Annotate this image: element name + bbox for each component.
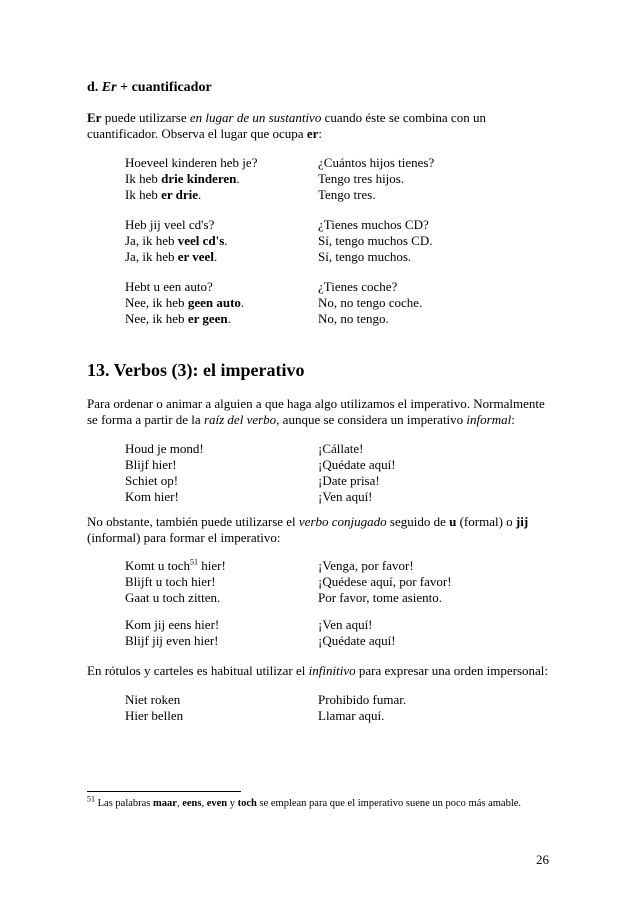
text-span: , <box>176 798 183 809</box>
bold-term: maar <box>153 798 177 809</box>
example-row <box>125 633 565 649</box>
footnote-ref[interactable]: 51 <box>190 557 198 567</box>
dutch-phrase <box>125 633 318 649</box>
text-span: Hier bellen <box>125 708 184 723</box>
dutch-phrase <box>125 441 318 457</box>
text-span: No obstante, también puede utilizarse el <box>87 514 299 529</box>
example-row <box>125 155 565 171</box>
italic-term: informal <box>466 412 512 427</box>
text-span: se emplean para que el imperativo suene un poco más amable. <box>256 798 522 809</box>
text-span: seguido de <box>386 514 450 529</box>
text-span: (formal) o <box>456 514 516 529</box>
text-span: . <box>224 233 228 248</box>
text-span: Kom hier! <box>125 489 179 504</box>
example-row <box>125 217 565 233</box>
page-number: 26 <box>536 852 549 867</box>
text-span: Komt u toch <box>125 558 190 573</box>
imperative-examples-2 <box>125 558 565 606</box>
text-span: . <box>236 171 240 186</box>
heading-italic: Er <box>101 80 117 95</box>
spanish-phrase: Prohibido fumar. <box>318 692 407 707</box>
dutch-phrase <box>125 558 318 574</box>
italic-term: verbo conjugado <box>298 514 387 529</box>
text-span: Houd je mond! <box>125 441 204 456</box>
text-span: cuando éste se combina con un cuantificador. Observa el lugar que ocupa <box>87 110 486 141</box>
heading-prefix: d. <box>87 80 102 95</box>
dutch-phrase <box>125 489 318 505</box>
group-spacer <box>125 265 565 279</box>
text-span: : <box>318 126 322 141</box>
text-span: . <box>213 249 218 264</box>
example-row <box>125 473 565 489</box>
text-span: Kom jij eens hier! <box>125 617 220 632</box>
dutch-phrase <box>125 473 318 489</box>
example-row <box>125 574 565 590</box>
text-span: Las palabras <box>95 798 154 809</box>
dutch-phrase <box>125 708 318 724</box>
example-row <box>125 171 565 187</box>
text-span: puede utilizarse <box>101 110 190 125</box>
example-row <box>125 295 565 311</box>
text-span: Hebt u een auto? <box>125 279 213 294</box>
text-span: . <box>198 187 202 202</box>
spanish-phrase: ¡Quédese aquí, por favor! <box>318 574 452 589</box>
dutch-phrase <box>125 692 318 708</box>
text-span: Ja, ik heb <box>125 249 178 264</box>
text-span: Schiet op! <box>125 473 179 488</box>
bold-term: Er <box>87 110 102 125</box>
footnote-divider <box>87 791 241 792</box>
text-span: Blijf hier! <box>125 457 177 472</box>
bold-term: drie kinderen <box>161 171 237 186</box>
spanish-phrase: ¡Ven aquí! <box>318 489 373 504</box>
spanish-phrase: Tengo tres. <box>318 187 376 202</box>
text-span: hier! <box>198 558 226 573</box>
bold-term: eens <box>182 798 202 809</box>
dutch-phrase <box>125 590 318 606</box>
bold-term: geen auto <box>187 295 241 310</box>
example-row <box>125 590 565 606</box>
dutch-phrase <box>125 233 318 249</box>
spanish-phrase: ¿Tienes muchos CD? <box>318 217 429 232</box>
example-rows <box>125 574 565 606</box>
text-span: y <box>227 798 238 809</box>
example-row <box>125 489 565 505</box>
dutch-phrase <box>125 457 318 473</box>
text-span: , aunque se considera un imperativo <box>276 412 467 427</box>
example-row <box>125 558 565 574</box>
example-row <box>125 692 565 708</box>
dutch-phrase <box>125 155 318 171</box>
text-span: Para ordenar o animar a alguien a que haga algo utilizamos el imperativo. Normalmente se forma a partir de la <box>87 396 545 427</box>
text-span: , <box>201 798 207 809</box>
intro-paragraph-er <box>87 110 557 142</box>
example-row <box>125 249 565 265</box>
example-row <box>125 279 565 295</box>
dutch-phrase <box>125 217 318 233</box>
text-span: Niet roken <box>125 692 181 707</box>
footnote-number: 51 <box>87 794 95 804</box>
spanish-phrase: ¡Ven aquí! <box>318 617 373 632</box>
subsection-heading <box>87 80 212 96</box>
spanish-phrase: Por favor, tome asiento. <box>318 590 443 605</box>
section-heading: 13. Verbos (3): el imperativo <box>87 360 305 380</box>
text-span: Ik heb <box>125 171 162 186</box>
text-span: para expresar una orden impersonal: <box>355 663 549 678</box>
spanish-phrase: ¡Quédate aquí! <box>318 633 396 648</box>
text-span: Heb jij veel cd's? <box>125 217 215 232</box>
conjugated-paragraph <box>87 514 557 546</box>
example-row <box>125 311 565 327</box>
spanish-phrase: Sí, tengo muchos CD. <box>318 233 433 248</box>
spanish-phrase: ¡Cállate! <box>318 441 364 456</box>
text-span: Gaat u toch zitten. <box>125 590 221 605</box>
dutch-phrase <box>125 279 318 295</box>
spanish-phrase: Sí, tengo muchos. <box>318 249 412 264</box>
spanish-phrase: ¡Date prisa! <box>318 473 380 488</box>
text-span: Nee, ik heb <box>125 295 188 310</box>
footnote <box>87 796 521 812</box>
text-span: Ja, ik heb <box>125 233 178 248</box>
text-span: Hoeveel kinderen heb je? <box>125 155 258 170</box>
spanish-phrase: No, no tengo. <box>318 311 389 326</box>
dutch-phrase <box>125 187 318 203</box>
dutch-phrase <box>125 249 318 265</box>
imperative-examples-3 <box>125 617 565 649</box>
bold-term: jij <box>515 514 529 529</box>
bold-term: er geen <box>187 311 228 326</box>
dutch-phrase <box>125 311 318 327</box>
text-span: Blijft u toch hier! <box>125 574 216 589</box>
dutch-phrase <box>125 617 318 633</box>
text-span: . <box>227 311 231 326</box>
intro-paragraph-imperative <box>87 396 557 428</box>
spanish-phrase: ¡Venga, por favor! <box>318 558 414 573</box>
italic-term: en lugar de un sustantivo <box>189 110 322 125</box>
text-span: Blijf jij even hier! <box>125 633 219 648</box>
text-span: : <box>511 412 515 427</box>
bold-term: toch <box>237 798 257 809</box>
bold-term: veel cd's <box>177 233 225 248</box>
group-spacer <box>125 203 565 217</box>
example-row <box>125 233 565 249</box>
dutch-phrase <box>125 574 318 590</box>
text-span: En rótulos y carteles es habitual utilizar el <box>87 663 309 678</box>
spanish-phrase: ¿Tienes coche? <box>318 279 398 294</box>
spanish-phrase: Tengo tres hijos. <box>318 171 405 186</box>
bold-term: er <box>306 126 319 141</box>
text-span: . <box>240 295 245 310</box>
dutch-phrase <box>125 295 318 311</box>
imperative-examples-1 <box>125 441 565 505</box>
example-row <box>125 441 565 457</box>
example-row <box>125 187 565 203</box>
text-span: Nee, ik heb <box>125 311 188 326</box>
spanish-phrase: Llamar aquí. <box>318 708 385 723</box>
bold-term: er drie <box>161 187 199 202</box>
bold-term: even <box>206 798 228 809</box>
example-row <box>125 457 565 473</box>
bold-term: u <box>449 514 457 529</box>
heading-suffix: + cuantificador <box>116 80 212 95</box>
infinitive-paragraph <box>87 663 557 679</box>
example-row <box>125 708 565 724</box>
text-span: (informal) para formar el imperativo: <box>87 530 281 545</box>
infinitive-examples <box>125 692 565 724</box>
italic-term: raíz del verbo <box>203 412 277 427</box>
spanish-phrase: No, no tengo coche. <box>318 295 423 310</box>
dutch-phrase <box>125 171 318 187</box>
spanish-phrase: ¿Cuántos hijos tienes? <box>318 155 435 170</box>
spanish-phrase: ¡Quédate aquí! <box>318 457 396 472</box>
bold-term: er veel <box>177 249 214 264</box>
er-examples <box>125 155 565 327</box>
italic-term: infinitivo <box>308 663 356 678</box>
example-row <box>125 617 565 633</box>
text-span: Ik heb <box>125 187 162 202</box>
